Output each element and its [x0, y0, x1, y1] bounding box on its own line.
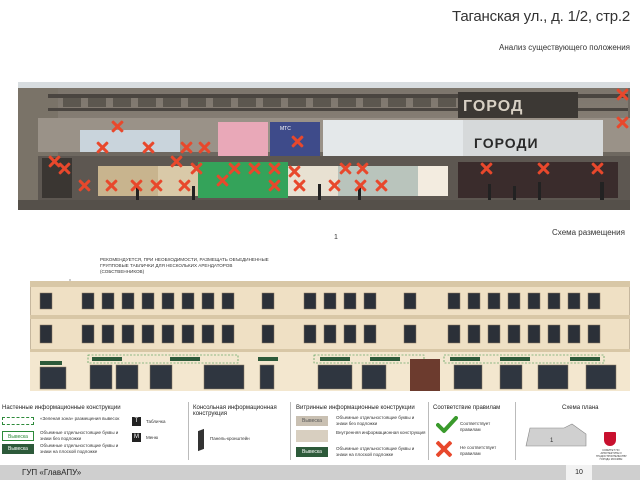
legend-bracket-panel: Панель-кронштейн	[210, 436, 250, 441]
noncompliant-mark	[339, 162, 352, 175]
noncompliant-mark	[170, 155, 183, 168]
check-icon	[436, 416, 458, 434]
moscow-emblem-icon	[604, 432, 616, 446]
legend-window-internal: Внутренняя информационная конструкция	[336, 430, 426, 435]
page-number: 10	[566, 465, 592, 480]
footer-org: ГУП «ГлавАПУ»	[22, 468, 82, 477]
noncompliant-mark	[591, 162, 604, 175]
legend	[0, 400, 640, 462]
legend-divider	[515, 402, 516, 460]
sidewalk	[18, 200, 630, 210]
legend-menu: Меню	[146, 435, 159, 440]
noncompliant-mark	[198, 141, 211, 154]
noncompliant-mark	[150, 179, 163, 192]
noncompliant-mark	[293, 179, 306, 192]
legend-green-zone: «Зеленая зона» размещения вывесок	[40, 416, 120, 421]
cross-icon	[436, 441, 452, 457]
noncompliant-mark	[354, 179, 367, 192]
noncompliant-mark	[480, 162, 493, 175]
noncompliant-mark	[96, 141, 109, 154]
noncompliant-mark	[178, 179, 191, 192]
legend-plate: Табличка	[146, 419, 166, 424]
scheme-note: РЕКОМЕНДУЕТСЯ, ПРИ НЕОБХОДИМОСТИ, РАЗМЕЩАТЬ ОБЪЕДИНЕННЫЕ ГРУППОВЫЕ ТАБЛИЧКИ ДЛЯ НЕСКОЛЬКИХ АРЕНДАТОРОВ (СОБСТВЕННИКОВ)	[100, 257, 269, 274]
plan-marker: 1	[550, 438, 554, 444]
footer	[0, 465, 640, 480]
bracket-panel-swatch	[198, 429, 204, 451]
scheme-label: Схема размещения	[552, 228, 625, 237]
noncompliant-mark	[268, 162, 281, 175]
legend-letters-no-bg: Объемные отдельностоящие буквы и знаки без подложки	[40, 430, 119, 441]
noncompliant-mark	[328, 179, 341, 192]
sign-swatch-outline: Вывеска	[2, 431, 34, 441]
legend-compliance-ok: Соответствует правилам	[460, 421, 491, 432]
noncompliant-mark	[130, 179, 143, 192]
noncompliant-mark	[248, 162, 261, 175]
mts-sign-text: МТС	[280, 126, 291, 132]
noncompliant-mark	[616, 88, 629, 101]
plate-key-box: Т	[132, 417, 141, 426]
noncompliant-mark	[58, 162, 71, 175]
window-sign-swatch-1: Вывеска	[296, 416, 328, 426]
emblem-caption: КОМИТЕТ ПО АРХИТЕКТУРЕ И ГРАДОСТРОИТЕЛЬСТВУ ГОРОДА МОСКВЫ	[596, 449, 627, 461]
noncompliant-mark	[190, 162, 203, 175]
scheme-marker: 1	[334, 234, 338, 241]
gorodi-sign-text: ГОРОДИ	[474, 135, 539, 151]
internal-swatch	[296, 430, 328, 442]
noncompliant-mark	[288, 165, 301, 178]
noncompliant-mark	[78, 179, 91, 192]
legend-console-title: Консольная информационная конструкция	[193, 405, 277, 417]
noncompliant-mark	[228, 162, 241, 175]
green-zone-swatch	[2, 417, 34, 425]
menu-key-box: М	[134, 434, 139, 440]
legend-divider	[290, 402, 291, 460]
facade-drawing	[30, 279, 630, 391]
noncompliant-mark	[537, 162, 550, 175]
window-sign-swatch-2: Вывеска	[296, 447, 328, 457]
legend-window-letters-no-bg: Объемные отдельностоящие буквы и знаки без подложки	[336, 415, 415, 426]
legend-divider	[428, 402, 429, 460]
noncompliant-mark	[216, 174, 229, 187]
page-title: Таганская ул., д. 1/2, стр.2	[452, 8, 630, 25]
noncompliant-mark	[375, 179, 388, 192]
legend-letters-flat-bg: Объемные отдельностоящие буквы и знаки на плоской подложке	[40, 443, 119, 454]
noncompliant-mark	[616, 116, 629, 129]
legend-plan-title: Схема плана	[562, 405, 599, 411]
legend-window-title: Витринные информационные конструкции	[296, 405, 415, 411]
noncompliant-mark	[268, 179, 281, 192]
noncompliant-mark	[180, 141, 193, 154]
sign-swatch-filled: Вывеска	[2, 444, 34, 454]
noncompliant-mark	[291, 135, 304, 148]
noncompliant-mark	[356, 162, 369, 175]
gorod-sign-text: ГОРОД	[463, 98, 524, 115]
noncompliant-mark	[111, 120, 124, 133]
legend-compliance-not-ok: Не соответствует правилам	[460, 445, 497, 456]
plan-diagram	[524, 422, 590, 450]
legend-divider	[188, 402, 189, 460]
noncompliant-mark	[105, 179, 118, 192]
noncompliant-mark	[142, 141, 155, 154]
legend-wall-title: Настенные информационные конструкции	[2, 405, 121, 411]
legend-window-letters-flat-bg: Объемные отдельностоящие буквы и знаки на плоской подложке	[336, 446, 415, 457]
page-subtitle: Анализ существующего положения	[498, 43, 630, 52]
legend-compliance-title: Соответствие правилам	[433, 405, 501, 411]
street-photo	[18, 82, 630, 210]
